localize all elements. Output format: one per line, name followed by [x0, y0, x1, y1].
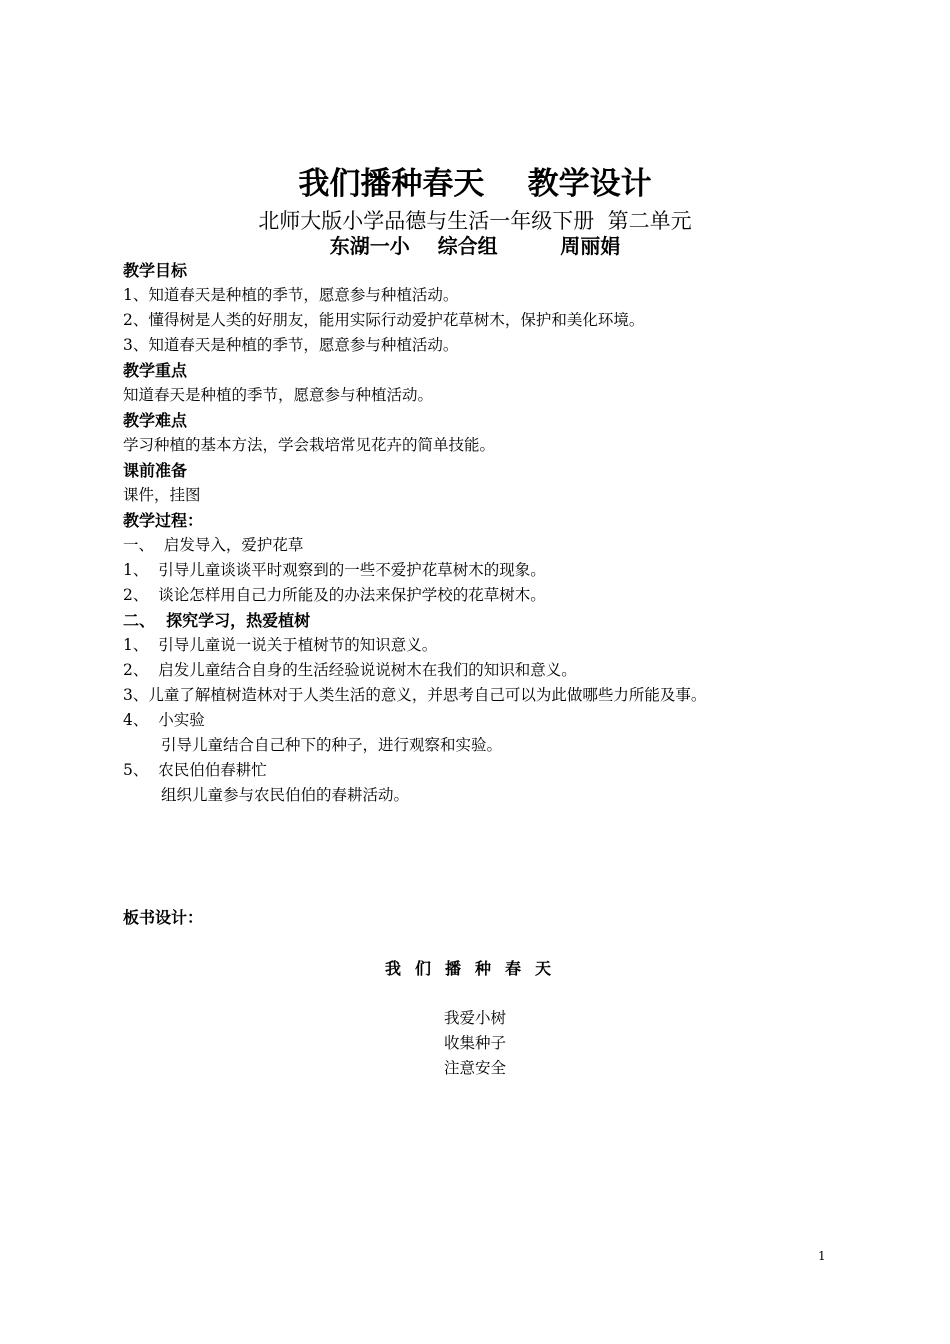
body-line: 知道春天是种植的季节，愿意参与种植活动。: [123, 386, 434, 404]
body-line: 3、知道春天是种植的季节，愿意参与种植活动。: [123, 336, 459, 354]
body-line: 2、 谈论怎样用自己力所能及的办法来保护学校的花草树木。: [123, 586, 546, 604]
section-heading: 二、 探究学习，热爱植树: [123, 611, 311, 630]
body-line: 组织儿童参与农民伯伯的春耕活动。: [161, 786, 410, 804]
body-line: 引导儿童结合自己种下的种子，进行观察和实验。: [161, 736, 503, 754]
body-line: 2、懂得树是人类的好朋友，能用实际行动爱护花草树木，保护和美化环境。: [123, 311, 645, 329]
body-line: 1、 引导儿童说一说关于植树节的知识意义。: [123, 636, 438, 654]
section-heading: 教学重点: [123, 361, 188, 380]
document-subtitle: 北师大版小学品德与生活一年级下册 第二单元: [258, 209, 692, 233]
lesson-body: [123, 258, 843, 808]
board-item: 收集种子: [443, 1034, 506, 1052]
body-line: 4、 小实验: [123, 711, 205, 729]
body-line: 课件，挂图: [123, 486, 201, 504]
section-heading: 课前准备: [123, 461, 188, 480]
board-item: 我爱小树: [443, 1009, 506, 1027]
section-heading: 教学难点: [123, 411, 188, 430]
body-line: 学习种植的基本方法，学会栽培常见花卉的简单技能。: [123, 436, 496, 454]
document-title: 我们播种春天 教学设计: [298, 166, 652, 202]
board-title: 我们播种春天: [384, 959, 565, 978]
body-line: 一、 启发导入，爱护花草: [123, 536, 304, 554]
section-heading: 教学目标: [123, 261, 188, 280]
body-line: 2、 启发儿童结合自身的生活经验说说树木在我们的知识和意义。: [123, 661, 577, 679]
section-heading: 教学过程：: [123, 511, 204, 530]
body-line: 5、 农民伯伯春耕忙: [123, 761, 267, 779]
author-line: 东湖一小 综合组 周丽娟: [329, 234, 621, 258]
board-item: 注意安全: [443, 1059, 506, 1077]
body-line: 1、 引导儿童谈谈平时观察到的一些不爱护花草树木的现象。: [123, 561, 546, 579]
page-number: 1: [818, 1249, 826, 1263]
body-line: 3、儿童了解植树造林对于人类生活的意义，并思考自己可以为此做哪些力所能及事。: [123, 686, 707, 704]
body-line: 1、知道春天是种植的季节，愿意参与种植活动。: [123, 286, 459, 304]
board-design-heading: 板书设计：: [123, 908, 204, 927]
board-items: [0, 1006, 950, 1081]
